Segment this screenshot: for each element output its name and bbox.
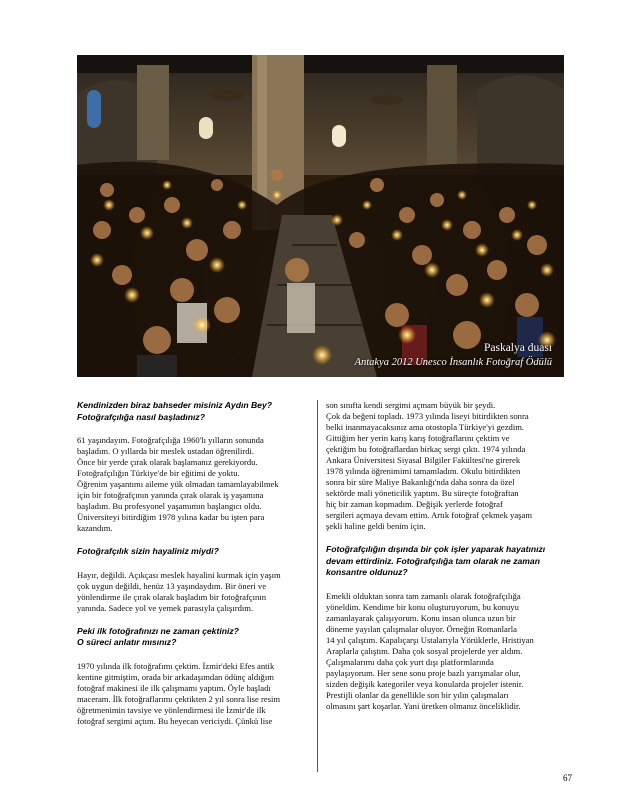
question-1: Kendinizden biraz bahseder misiniz Aydın Bey? Fotoğrafçılığa nasıl başladınız? [77,400,272,422]
question-3: Peki ilk fotoğrafınızı ne zaman çektiniz? O süreci anlatır mısınız? [77,625,239,647]
question-4: Fotoğrafçılığın dışında bir çok işler yaparak hayatınızı devam ettirdiniz. Fotoğrafçılığa tam olarak ne zaman konsantre oldunuz? [326,544,546,577]
answer-3: 1970 yılında ilk fotoğrafımı çektim. İzmir'deki Efes antik kentine gitmiştim, orada bir arkadaşımdan ödünç aldığım fotoğraf makinesi ile ilk çalışmamı yaptım. Öyle başladı maceram. İlk fotoğraflarımı çektikten 2 yıl sonra lise resim öğretmenimin tavsiye ve yönlendirmesi ile İzmir'de ilk fotoğraf sergimi açtım. Bu heyecan vericiydi. Çünkü lise [77,660,281,726]
right-column [326,400,562,724]
photo-caption-title: Paskalya duası [483,342,552,354]
left-column [77,400,313,739]
easter-prayer-photo [77,55,564,377]
answer-2: Hayır, değildi. Açıkçası meslek hayalini kurmak için yaşım çok uygun değildi, henüz 13 yaşındaydım. Bir öneri ve yönlendirme ile çırak olarak başladım bir fotoğrafçının yanında. Sadece yol ve yemek parasıyla çalışırdım. [77,569,281,613]
photo-caption-subtitle: Antakya 2012 Unesco İnsanlık Fotoğraf Ödülü [354,357,552,368]
question-2: Fotoğrafçılık sizin hayaliniz miydi? [77,546,219,556]
page-number: 67 [563,773,572,783]
column-divider [317,400,318,772]
answer-3-continued: son sınıfta kendi sergimi açmam büyük bir şeydi. Çok da beğeni topladı. 1973 yılında liseyi bitirdikten sonra belki inanmayacaksınız ama otostopla Türkiye'yi gezdim. Gittiğim her yerin karış karış fotoğraflarını çektim ve çektiğim bu fotoğraflardan birkaç sergi çıktı. 1974 yılında Ankara Üniversitesi Siyasal Bilgiler Fakültesi'ne girerek 1978 yılında öğrenimimi tamamladım. Okulu bitirdikten sonra bir süre Maliye Bakanlığı'nda daha sonra da özel sektörde mali yöneticilik yaptım. Bu süreçte fotoğraftan hiç bir zaman kopmadım. Değişik yerlerde fotoğraf sergileri açmaya devam ettim. Artık fotoğraf çekmek yaşam şekli haline geldi benim için. [326,400,533,531]
answer-1: 61 yaşındayım. Fotoğrafçılığa 1960'lı yılların sonunda başladım. O yıllarda bir meslek ustadan öğrenilirdi. Önce bir yerde çırak olarak başlamanız gerekiyordu. Fotoğrafçılığın Türkiye'de bir eğitimi de yoktu. Öğrenim yaşantımı aileme yük olmadan tamamlayabilmek için bir fotoğrafçının yanında çırak olarak iş yaşamına başladım. Bu profesyonel yaşamımın başlangıcı oldu. Üniversiteyi bitirdiğim 1978 yılına kadar bu işten para kazandım. [77,435,279,533]
answer-4: Emekli olduktan sonra tam zamanlı olarak fotoğrafçılığa yöneldim. Kendime bir konu oluşturuyorum, bu konuyu zamanlayarak çalışıyorum. Konu insan olunca uzun bir döneme yayılan çalışmalar oluyor. Örneğin Romanlarla 14 yıl çalıştım. Kapalıçarşı Ustalarıyla Yörüklerle, Hristiyan Araplarla çalıştım. Daha çok sosyal projelerde yer aldım. Çalışmalarımı daha çok yurt dışı platformlarında paylaşıyorum. Her sene sonu proje bazlı yarışmalar olur, sizden değişik kategoriler veya konularda projeler istenir. Prestijli olanlar da genellikle son bir yılın çalışmaları olmasını şart koşarlar. Yani üretken olmanız önceliklidir. [326,590,534,711]
